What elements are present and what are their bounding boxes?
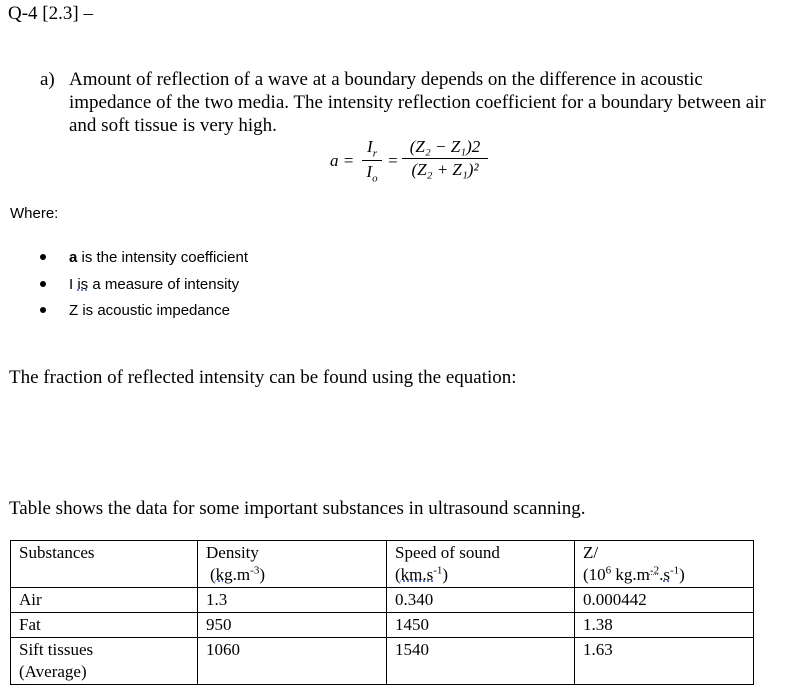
formula-numerator: (Z₂ − Z₁)2 [409,137,481,156]
formula-ir-sub: r [372,147,377,160]
cell-substance: Air [11,588,198,613]
bullet-icon [40,254,46,260]
formula-lhs: a = [330,151,355,170]
bullet-item-i: I is a measure of intensity [40,276,239,293]
header-impedance: Z/ ($10^6$ $kg.m^{-2}.s^{-1}$) [575,541,754,588]
header-substances: Substances [11,541,198,588]
header-speed: Speed of sound $(km.s^{-1})$ [387,541,575,588]
question-title: Q-4 [2.3] – [8,3,93,24]
cell-impedance: 0.000442 [575,588,754,613]
table-header-row [11,541,754,588]
paragraph-line-3: and soft tissue is very high. [69,115,277,136]
cell-substance: Fat [11,613,198,638]
bullet-item-a: a is the intensity coefficient [40,249,248,266]
cell-substance: Sift tissues (Average) [11,638,198,685]
formula-io-sub: o [372,172,378,185]
bullet-icon [40,281,46,287]
header-density: Density $(kg.m^{-3})$ [198,541,387,588]
bullet-icon [40,307,46,313]
cell-impedance: 1.63 [575,638,754,685]
table-row [11,638,754,685]
cell-speed: 0.340 [387,588,575,613]
cell-density: 1.3 [198,588,387,613]
cell-density: 950 [198,613,387,638]
formula-fraction-impedance [402,137,488,180]
formula-fraction-intensity [362,137,382,185]
table-caption: Table shows the data for some important substances in ultrasound scanning. [9,498,586,519]
formula-denominator: (Z₂ + Z₁)² [411,160,479,179]
formula-ir: I [367,137,373,156]
fraction-text: The fraction of reflected intensity can be found using the equation: [9,367,517,388]
cell-speed: 1540 [387,638,575,685]
paragraph-line-2: impedance of the two media. The intensity reflection coefficient for a boundary between air [69,92,766,113]
data-table [10,540,754,685]
cell-speed: 1450 [387,613,575,638]
bullet-item-z: Z is acoustic impedance [40,302,230,319]
formula-equals: = [387,151,399,170]
cell-impedance: 1.38 [575,613,754,638]
formula-io: I [366,162,373,182]
table-row [11,613,754,638]
where-label: Where: [10,205,59,222]
cell-density: 1060 [198,638,387,685]
paragraph-line-1: Amount of reflection of a wave at a boundary depends on the difference in acoustic [69,69,703,90]
part-a-label: a) [40,69,55,90]
table-row [11,588,754,613]
